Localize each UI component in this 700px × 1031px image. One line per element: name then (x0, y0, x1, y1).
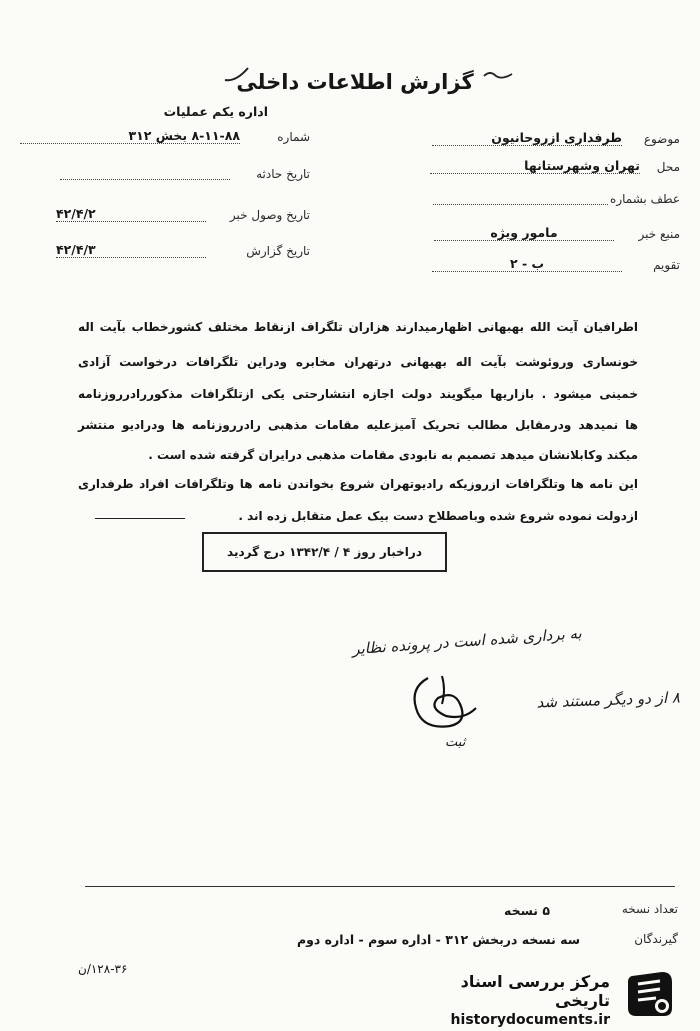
location-field (380, 158, 680, 178)
copies-label: تعداد نسخه (621, 902, 678, 916)
recipients-label: گیرندگان (634, 932, 678, 946)
reference-label: عطف بشماره (610, 192, 680, 206)
number-label: شماره (277, 130, 310, 144)
subject-label: موضوع (643, 132, 680, 146)
report-date-label: تاریخ گزارش (246, 244, 310, 258)
reference-field (380, 190, 680, 210)
source-label: منبع خبر (638, 227, 680, 241)
publication-stamp-text: دراخبار روز ۴ / ۱۳۴۲/۴ درج گردید (227, 545, 422, 559)
branding (428, 968, 678, 1028)
page-title: گزارش اطلاعات داخلی (236, 70, 474, 94)
source-value: مامور ویژه (434, 225, 614, 241)
receipt-date-label: تاریخ وصول خبر (229, 208, 310, 222)
number-field (20, 128, 310, 148)
archive-code: ۱۲۸-۳۶/ن (78, 962, 128, 976)
receipt-date-field (20, 206, 310, 226)
subject-value: طرفداری ازروحانیون (432, 130, 622, 146)
location-value: تهران وشهرستانها (430, 158, 640, 174)
body-line-1: اطرافیان آیت الله بهبهانی اظهارمیدارند هزاران تلگراف ازنقاط مختلف کشورخطاب بآیت اله (78, 320, 638, 334)
copies-value: ۵ نسخه (504, 903, 550, 918)
number-value: ۸-۱۱-۸۸ بخش ۳۱۲ (20, 128, 240, 144)
evaluation-label: تقویم (653, 258, 680, 272)
report-date-field (20, 242, 310, 262)
body-line-2: خونساری وروئوشت بآیت اله بهبهانی درتهران مخابره ودراین تلگرافات درخواست آزادی (78, 355, 638, 369)
body-line-3: خمینی میشود . بازاریها میگویند دولت اجازه انتشارحتی یکی ازتلگرافات مذکوررادرروزنامه (78, 387, 638, 401)
brand-name: مرکز بررسی اسناد تاریخی (460, 972, 610, 1010)
evaluation-value: ب - ۲ (432, 256, 622, 272)
publication-stamp (202, 532, 447, 572)
location-label: محل (656, 160, 680, 174)
document-scroll-logo-icon (622, 968, 678, 1020)
body-line-6: این نامه ها وتلگرافات ازروزیکه رادیوتهران شروع بخواندن نامه ها وتلگرافات افراد طرفداری (78, 477, 638, 491)
incident-date-line (60, 179, 230, 180)
evaluation-field (380, 256, 680, 276)
department-label: اداره یکم عملیات (163, 104, 268, 119)
body-line-4: ها نمیدهد ودرمقابل مطالب تحریک آمیزعلیه مقامات مذهبی رادرروزنامه ها ودرادیو منتشر (78, 418, 638, 432)
handwritten-initials: ثبت (445, 735, 466, 750)
source-field (380, 225, 680, 245)
incident-date-label: تاریخ حادثه (256, 167, 310, 181)
handwritten-note-line-1: به برداری شده است در پرونده نظایر (351, 624, 583, 659)
body-line-7: ازدولت نموده شروع شده وباصطلاح دست بیک عمل متقابل زده اند . (238, 509, 638, 523)
incident-date-field (20, 165, 310, 185)
body-line-5: میکند وکابلانشان میدهد تصمیم به نابودی مقامات مذهبی درایران گرفته شده است . (148, 448, 638, 462)
handwritten-note-line-2: ۸ از دو دیگر مستند شد (536, 688, 681, 712)
footer-divider (85, 886, 675, 887)
brand-site: historydocuments.ir (450, 1012, 610, 1028)
subject-field (380, 130, 680, 150)
report-date-value: ۴۲/۴/۳ (56, 242, 206, 258)
recipients-value: سه نسخه دربخش ۳۱۲ - اداره سوم - اداره دوم (296, 932, 580, 947)
receipt-date-value: ۴۲/۴/۲ (56, 206, 206, 222)
body-end-dash (95, 518, 185, 519)
reference-line (433, 204, 608, 205)
signature (398, 668, 488, 752)
